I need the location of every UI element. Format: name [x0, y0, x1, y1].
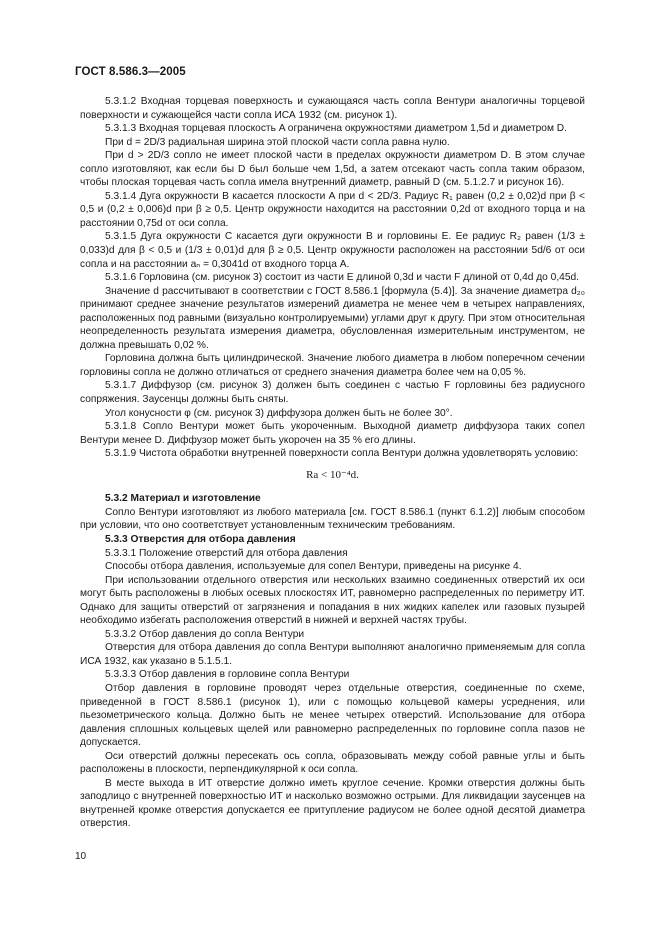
paragraph-5-3-1-8: 5.3.1.8 Сопло Вентури может быть укороченным. Выходной диаметр диффузора таких сопел Вентури менее D. Диффузор может быть укорочен на 35 % его длины. [80, 421, 585, 446]
paragraph-5-3-1-9: 5.3.1.9 Чистота обработки внутренней поверхности сопла Вентури должна удовлетворять условию: [105, 448, 579, 460]
section-heading-5-3-3: 5.3.3 Отверстия для отбора давления [105, 533, 296, 545]
paragraph-5-3-1-6: 5.3.1.6 Горловина (см. рисунок 3) состоит из части E длиной 0,3d и части F длиной от 0,4d до 0,45d. [105, 272, 579, 284]
subsection-5-3-3-2: 5.3.3.2 Отбор давления до сопла Вентури [105, 628, 305, 640]
page-number: 10 [75, 851, 87, 862]
paragraph-5-3-1-3: 5.3.1.3 Входная торцевая плоскость A ограничена окружностями диаметром 1,5d и диаметром D. [105, 123, 567, 135]
paragraph-5-3-1-2: 5.3.1.2 Входная торцевая поверхность и сужающаяся часть сопла Вентури аналогичны торцевой поверхности и сужающейся части сопла ИСА 1932 (см. рисунок 1). [80, 96, 585, 121]
subsection-5-3-3-3: 5.3.3.3 Отбор давления в горловине сопла Вентури [105, 669, 350, 681]
paragraph: Отверстия для отбора давления до сопла Вентури выполняют аналогично применяемым для сопла ИСА 1932, как указано в 5.1.5.1. [80, 642, 585, 667]
subsection-5-3-3-1: 5.3.3.1 Положение отверстий для отбора давления [105, 547, 348, 559]
paragraph: При d = 2D/3 радиальная ширина этой плоской части сопла равна нулю. [105, 136, 450, 148]
paragraph: Горловина должна быть цилиндрической. Значение любого диаметра в любом поперечном сечении горловины сопла не должно отличаться от среднего значения диаметра более чем на 0,05 %. [80, 353, 585, 378]
paragraph: Угол конусности φ (см. рисунок 3) диффузора должен быть не более 30°. [105, 407, 453, 419]
paragraph: При использовании отдельного отверстия или нескольких взаимно соединенных отверстий их оси могут быть расположены в любых осевых плоскостях ИТ, равномерно распределенных по периметру ИТ. Однако для защиты отверстий от загрязнения и попадания в них жидких капелек или газовых пузырей необходимо избегать расположения отверстий в нижней и верхней частях трубы. [80, 574, 585, 627]
paragraph-5-3-1-7: 5.3.1.7 Диффузор (см. рисунок 3) должен быть соединен с частью F горловины без радиусного сопряжения. Заусенцы должны быть сняты. [80, 380, 585, 406]
page-body [80, 95, 585, 831]
roughness-formula: Ra < 10⁻⁴d. [306, 468, 359, 481]
paragraph-5-3-1-5: 5.3.1.5 Дуга окружности C касается дуги окружности B и горловины E. Ее радиус R₂ равен (1/3 ± 0,033)d для β < 0,5 и (1/3 ± 0,01)d для β ≥ 0,5. Центр окружности расположен на расстоянии 5d/6 от оси сопла и на расстоянии aₙ = 0,3041d от входного торца A. [80, 231, 585, 270]
paragraph: Отбор давления в горловине проводят через отдельные отверстия, соединенные по схеме, приведенной в ГОСТ 8.586.1 (рисунок 1), или с помощью кольцевой камеры усреднения, или пьезометрического кольца. Должно быть не менее четырех отверстий. Использование для отбора давления сплошных кольцевых щелей или равномерно распределенных по горловине сопла пазов не допускается. [80, 682, 585, 749]
paragraph: Способы отбора давления, используемые для сопел Вентури, приведены на рисунке 4. [105, 561, 522, 573]
page-header: ГОСТ 8.586.3—2005 [75, 66, 186, 78]
paragraph: Оси отверстий должны пересекать ось сопла, образовывать между собой равные углы и быть расположены в плоскости, перпендикулярной к оси сопла. [80, 750, 585, 776]
paragraph: При d > 2D/3 сопло не имеет плоской части в пределах окружности диаметром D. В этом случае сопло изготовляют, как если бы D был больше чем 1,5d, а затем отсекают часть сопла таким образом, чтобы плоская торцевая часть сопла имела внутренний диаметр, равный D (см. 5.1.2.7 и рисунок 16). [80, 150, 585, 189]
paragraph: Сопло Вентури изготовляют из любого материала [см. ГОСТ 8.586.1 (пункт 6.1.2)] любым способом при условии, что оно соответствует установленным техническим требованиям. [80, 506, 585, 532]
section-heading-5-3-2: 5.3.2 Материал и изготовление [105, 493, 261, 505]
paragraph-5-3-1-4: 5.3.1.4 Дуга окружности B касается плоскости A при d < 2D/3. Радиус R₁ равен (0,2 ± 0,02)d при β < 0,5 и (0,2 ± 0,006)d при β ≥ 0,5. Центр окружности находится на расстоянии 0,2d от входного торца и на расстоянии 0,75d от оси сопла. [80, 190, 585, 229]
paragraph: Значение d рассчитывают в соответствии с ГОСТ 8.586.1 [формула (5.4)]. За значение диаметра d₂₀ принимают среднее значение результатов измерений диаметра не менее чем в четырех направлениях, расположенных под равными (визуально контролируемыми) углами друг к другу. При этом относительная неопределенность результата измерения диаметра, обусловленная измерительным инструментом, не должна превышать 0,02 %. [80, 285, 585, 351]
paragraph: В месте выхода в ИТ отверстие должно иметь круглое сечение. Кромки отверстия должны быть заподлицо с внутренней поверхностью ИТ и насколько возможно острыми. Для ликвидации заусенцев на внутренней кромке отверстия допускается ее притупление радиусом не более одной десятой диаметра отверстия. [80, 777, 585, 830]
